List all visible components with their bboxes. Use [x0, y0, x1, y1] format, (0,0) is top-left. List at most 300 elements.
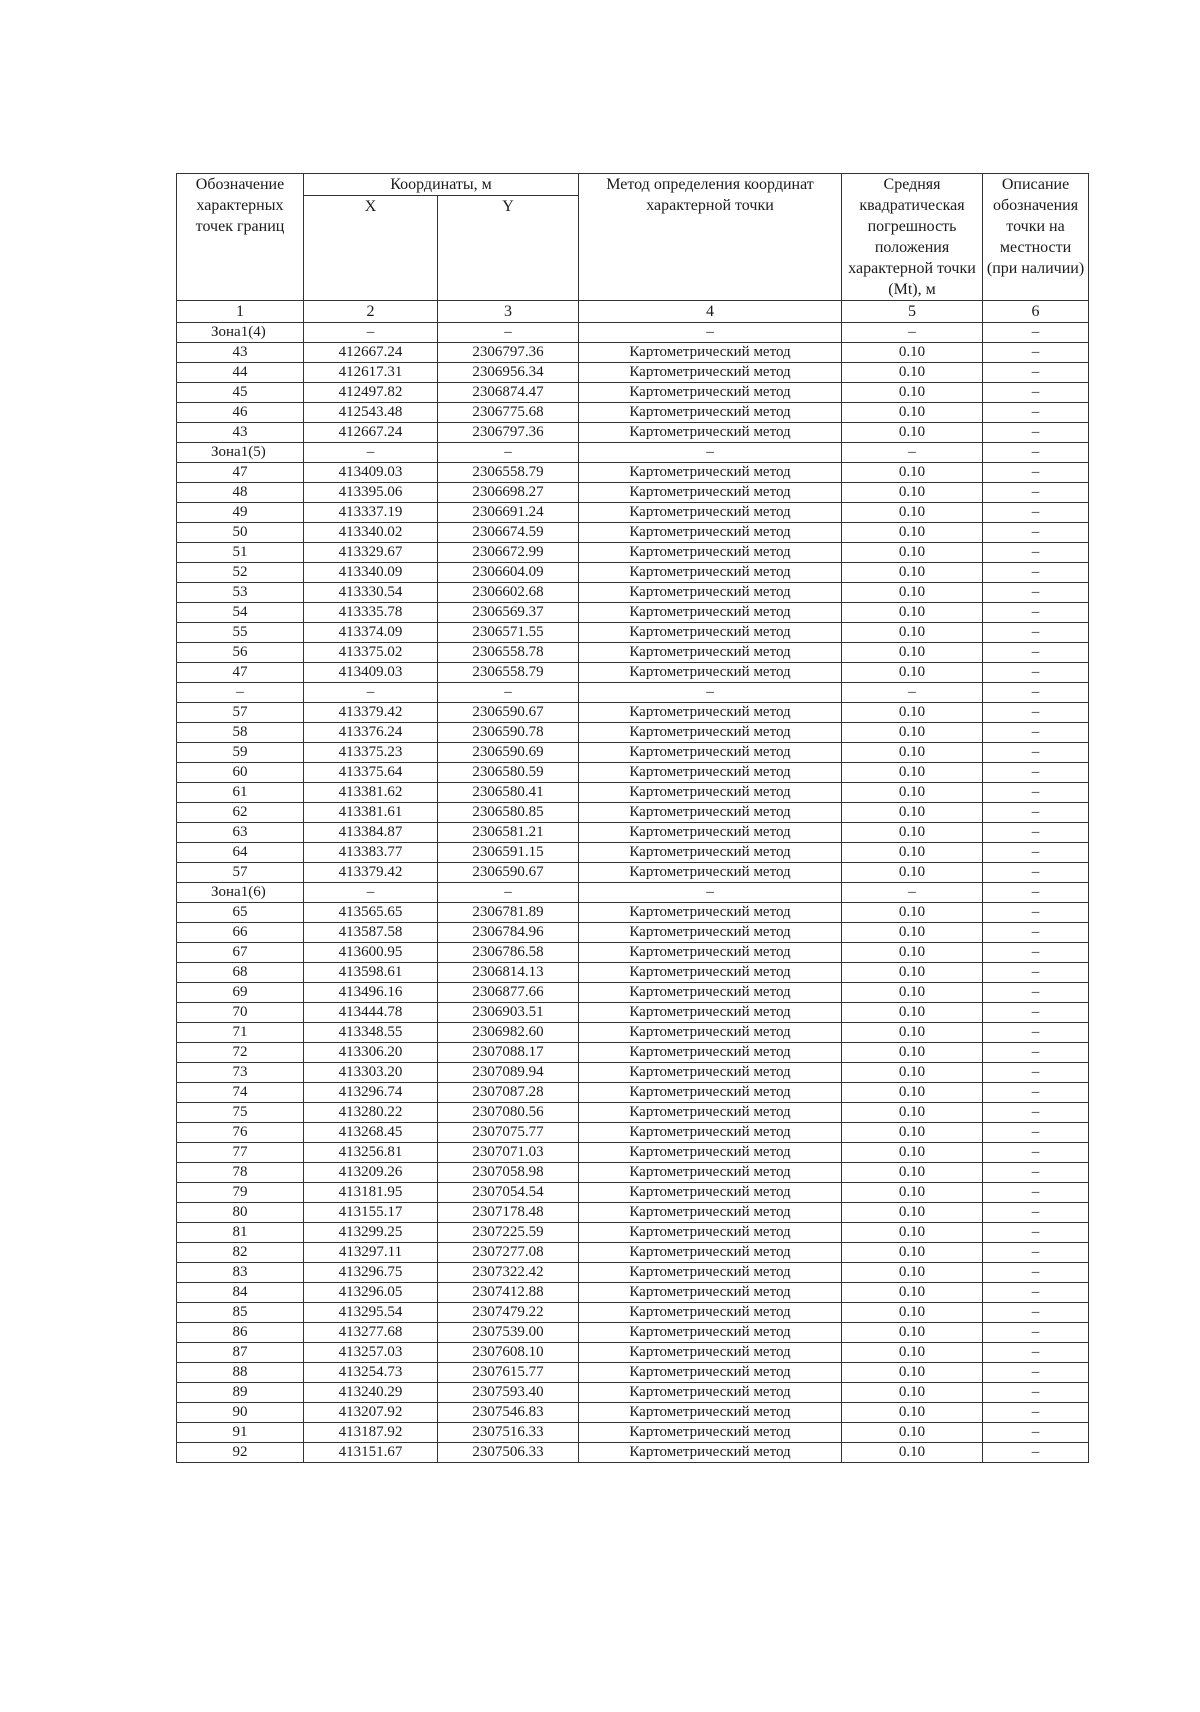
x-cell: 413155.17 — [304, 1203, 438, 1223]
x-cell: 413384.87 — [304, 823, 438, 843]
point-id-cell: 79 — [177, 1183, 304, 1203]
point-id-cell: 92 — [177, 1443, 304, 1463]
table-row — [177, 1063, 1089, 1083]
point-id-cell: 68 — [177, 963, 304, 983]
error-cell: 0.10 — [842, 743, 983, 763]
error-cell: 0.10 — [842, 583, 983, 603]
table-row — [177, 1083, 1089, 1103]
x-cell: 413280.22 — [304, 1103, 438, 1123]
x-cell: 413600.95 — [304, 943, 438, 963]
x-cell: 413268.45 — [304, 1123, 438, 1143]
error-cell: 0.10 — [842, 1183, 983, 1203]
point-id-cell: 50 — [177, 523, 304, 543]
point-id-cell: 90 — [177, 1403, 304, 1423]
table-body — [177, 301, 1089, 1463]
description-cell: – — [983, 403, 1089, 423]
method-cell: Картометрический метод — [579, 863, 842, 883]
point-id-cell: 85 — [177, 1303, 304, 1323]
point-id-cell: 72 — [177, 1043, 304, 1063]
point-id-cell: 83 — [177, 1263, 304, 1283]
description-cell: – — [983, 1063, 1089, 1083]
header-coordinates: Координаты, м — [304, 174, 579, 196]
x-cell: 413254.73 — [304, 1363, 438, 1383]
description-cell: – — [983, 643, 1089, 663]
error-cell: 0.10 — [842, 1343, 983, 1363]
table-row — [177, 1383, 1089, 1403]
error-cell: 0.10 — [842, 1283, 983, 1303]
point-id-cell: 66 — [177, 923, 304, 943]
x-cell: 413296.05 — [304, 1283, 438, 1303]
description-cell: – — [983, 343, 1089, 363]
method-cell: – — [579, 683, 842, 703]
x-cell: 413151.67 — [304, 1443, 438, 1463]
table-row — [177, 723, 1089, 743]
y-cell: 2306558.79 — [438, 463, 579, 483]
error-cell: 0.10 — [842, 1083, 983, 1103]
table-row — [177, 383, 1089, 403]
x-cell: 413209.26 — [304, 1163, 438, 1183]
y-cell: 2306591.15 — [438, 843, 579, 863]
method-cell: Картометрический метод — [579, 1183, 842, 1203]
table-row — [177, 803, 1089, 823]
method-cell: Картометрический метод — [579, 703, 842, 723]
description-cell: – — [983, 963, 1089, 983]
table-row — [177, 923, 1089, 943]
description-cell: – — [983, 383, 1089, 403]
description-cell: – — [983, 443, 1089, 463]
table-row — [177, 483, 1089, 503]
table-row — [177, 1263, 1089, 1283]
method-cell: Картометрический метод — [579, 1123, 842, 1143]
method-cell: Картометрический метод — [579, 363, 842, 383]
method-cell: Картометрический метод — [579, 743, 842, 763]
description-cell: – — [983, 1183, 1089, 1203]
description-cell: – — [983, 623, 1089, 643]
method-cell: Картометрический метод — [579, 1223, 842, 1243]
table-row — [177, 1343, 1089, 1363]
x-cell: 413295.54 — [304, 1303, 438, 1323]
y-cell: – — [438, 883, 579, 903]
error-cell: 0.10 — [842, 783, 983, 803]
y-cell: 2307058.98 — [438, 1163, 579, 1183]
error-cell: 0.10 — [842, 563, 983, 583]
header-description: Описание обозначения точки на местности (при наличии) — [983, 174, 1089, 301]
y-cell: 2306814.13 — [438, 963, 579, 983]
x-cell: 413187.92 — [304, 1423, 438, 1443]
method-cell: Картометрический метод — [579, 543, 842, 563]
point-id-cell: 49 — [177, 503, 304, 523]
method-cell: Картометрический метод — [579, 463, 842, 483]
point-id-cell: 47 — [177, 463, 304, 483]
y-cell: 2306590.67 — [438, 703, 579, 723]
description-cell: – — [983, 423, 1089, 443]
description-cell: – — [983, 783, 1089, 803]
description-cell: – — [983, 1103, 1089, 1123]
method-cell: Картометрический метод — [579, 343, 842, 363]
point-id-cell: 57 — [177, 863, 304, 883]
point-id-cell: 56 — [177, 643, 304, 663]
method-cell: Картометрический метод — [579, 1383, 842, 1403]
y-cell: 2307277.08 — [438, 1243, 579, 1263]
error-cell: 0.10 — [842, 963, 983, 983]
y-cell: 2306581.21 — [438, 823, 579, 843]
x-cell: 412497.82 — [304, 383, 438, 403]
method-cell: Картометрический метод — [579, 1163, 842, 1183]
table-row — [177, 1143, 1089, 1163]
x-cell: 413306.20 — [304, 1043, 438, 1063]
table-row — [177, 1403, 1089, 1423]
error-cell: 0.10 — [842, 1383, 983, 1403]
method-cell: Картометрический метод — [579, 503, 842, 523]
table-row — [177, 683, 1089, 703]
y-cell: 2307608.10 — [438, 1343, 579, 1363]
table-row — [177, 1303, 1089, 1323]
x-cell: 413240.29 — [304, 1383, 438, 1403]
x-cell: 412617.31 — [304, 363, 438, 383]
error-cell: 0.10 — [842, 723, 983, 743]
point-id-cell: 48 — [177, 483, 304, 503]
point-id-cell: 86 — [177, 1323, 304, 1343]
description-cell: – — [983, 863, 1089, 883]
table-row — [177, 443, 1089, 463]
error-cell: 0.10 — [842, 423, 983, 443]
description-cell: – — [983, 983, 1089, 1003]
y-cell: 2306781.89 — [438, 903, 579, 923]
method-cell: Картометрический метод — [579, 483, 842, 503]
point-id-cell: 43 — [177, 423, 304, 443]
y-cell: 2306786.58 — [438, 943, 579, 963]
header-mean-error: Средняя квадратическая погрешность положения характерной точки (Mt), м — [842, 174, 983, 301]
error-cell: 0.10 — [842, 903, 983, 923]
x-cell: – — [304, 683, 438, 703]
description-cell: – — [983, 323, 1089, 343]
description-cell: – — [983, 1263, 1089, 1283]
error-cell: 0.10 — [842, 543, 983, 563]
table-row — [177, 543, 1089, 563]
point-id-cell: 63 — [177, 823, 304, 843]
x-cell: 413337.19 — [304, 503, 438, 523]
method-cell: Картометрический метод — [579, 1303, 842, 1323]
method-cell: Картометрический метод — [579, 1283, 842, 1303]
y-cell: 2306569.37 — [438, 603, 579, 623]
method-cell: – — [579, 443, 842, 463]
y-cell: 2307516.33 — [438, 1423, 579, 1443]
table-row — [177, 1003, 1089, 1023]
description-cell: – — [983, 1223, 1089, 1243]
error-cell: 0.10 — [842, 1423, 983, 1443]
method-cell: Картометрический метод — [579, 1343, 842, 1363]
error-cell: 0.10 — [842, 1123, 983, 1143]
point-id-cell: 87 — [177, 1343, 304, 1363]
error-cell: 0.10 — [842, 463, 983, 483]
error-cell: 0.10 — [842, 483, 983, 503]
y-cell: 2306877.66 — [438, 983, 579, 1003]
description-cell: – — [983, 823, 1089, 843]
point-id-cell: 61 — [177, 783, 304, 803]
method-cell: Картометрический метод — [579, 603, 842, 623]
method-cell: Картометрический метод — [579, 783, 842, 803]
column-number: 6 — [983, 301, 1089, 323]
error-cell: 0.10 — [842, 1403, 983, 1423]
table-row — [177, 1243, 1089, 1263]
x-cell: 413335.78 — [304, 603, 438, 623]
column-number: 5 — [842, 301, 983, 323]
x-cell: 413374.09 — [304, 623, 438, 643]
table-row — [177, 583, 1089, 603]
x-cell: 413598.61 — [304, 963, 438, 983]
y-cell: 2306558.78 — [438, 643, 579, 663]
method-cell: Картометрический метод — [579, 963, 842, 983]
header-method: Метод определения координат характерной точки — [579, 174, 842, 301]
method-cell: Картометрический метод — [579, 423, 842, 443]
description-cell: – — [983, 1323, 1089, 1343]
point-id-cell: 81 — [177, 1223, 304, 1243]
table-row — [177, 363, 1089, 383]
description-cell: – — [983, 1383, 1089, 1403]
error-cell: 0.10 — [842, 923, 983, 943]
error-cell: 0.10 — [842, 1263, 983, 1283]
y-cell: 2307087.28 — [438, 1083, 579, 1103]
method-cell: Картометрический метод — [579, 1323, 842, 1343]
x-cell: – — [304, 323, 438, 343]
error-cell: 0.10 — [842, 863, 983, 883]
description-cell: – — [983, 483, 1089, 503]
table-row — [177, 663, 1089, 683]
x-cell: 413587.58 — [304, 923, 438, 943]
y-cell: 2307088.17 — [438, 1043, 579, 1063]
error-cell: 0.10 — [842, 1023, 983, 1043]
error-cell: 0.10 — [842, 403, 983, 423]
x-cell: 413375.02 — [304, 643, 438, 663]
x-cell: 413299.25 — [304, 1223, 438, 1243]
table-row — [177, 1183, 1089, 1203]
error-cell: 0.10 — [842, 643, 983, 663]
description-cell: – — [983, 1243, 1089, 1263]
table-row — [177, 1283, 1089, 1303]
description-cell: – — [983, 943, 1089, 963]
y-cell: 2306672.99 — [438, 543, 579, 563]
table-row — [177, 343, 1089, 363]
table-row — [177, 943, 1089, 963]
y-cell: 2306775.68 — [438, 403, 579, 423]
table-row — [177, 623, 1089, 643]
x-cell: 413303.20 — [304, 1063, 438, 1083]
description-cell: – — [983, 1423, 1089, 1443]
point-id-cell: 57 — [177, 703, 304, 723]
x-cell: 413340.09 — [304, 563, 438, 583]
description-cell: – — [983, 803, 1089, 823]
table-row — [177, 1023, 1089, 1043]
error-cell: 0.10 — [842, 1143, 983, 1163]
error-cell: 0.10 — [842, 1063, 983, 1083]
point-id-cell: 59 — [177, 743, 304, 763]
table-row — [177, 1103, 1089, 1123]
x-cell: 413496.16 — [304, 983, 438, 1003]
point-id-cell: 80 — [177, 1203, 304, 1223]
y-cell: 2306784.96 — [438, 923, 579, 943]
table-row — [177, 1443, 1089, 1463]
error-cell: 0.10 — [842, 603, 983, 623]
y-cell: – — [438, 683, 579, 703]
x-cell: 412543.48 — [304, 403, 438, 423]
description-cell: – — [983, 1203, 1089, 1223]
x-cell: 413277.68 — [304, 1323, 438, 1343]
method-cell: Картометрический метод — [579, 1083, 842, 1103]
method-cell: Картометрический метод — [579, 523, 842, 543]
x-cell: 413330.54 — [304, 583, 438, 603]
method-cell: Картометрический метод — [579, 1103, 842, 1123]
header-point-designation: Обозначение характерных точек границ — [177, 174, 304, 301]
y-cell: 2306797.36 — [438, 343, 579, 363]
point-id-cell: 77 — [177, 1143, 304, 1163]
method-cell: Картометрический метод — [579, 923, 842, 943]
y-cell: 2306691.24 — [438, 503, 579, 523]
method-cell: Картометрический метод — [579, 383, 842, 403]
description-cell: – — [983, 1363, 1089, 1383]
description-cell: – — [983, 663, 1089, 683]
description-cell: – — [983, 883, 1089, 903]
y-cell: 2307080.56 — [438, 1103, 579, 1123]
error-cell: 0.10 — [842, 823, 983, 843]
description-cell: – — [983, 503, 1089, 523]
description-cell: – — [983, 843, 1089, 863]
header-y: Y — [438, 196, 579, 301]
error-cell: 0.10 — [842, 983, 983, 1003]
y-cell: 2307615.77 — [438, 1363, 579, 1383]
y-cell: 2307412.88 — [438, 1283, 579, 1303]
method-cell: Картометрический метод — [579, 723, 842, 743]
x-cell: 412667.24 — [304, 423, 438, 443]
method-cell: Картометрический метод — [579, 1063, 842, 1083]
y-cell: 2306604.09 — [438, 563, 579, 583]
method-cell: Картометрический метод — [579, 403, 842, 423]
description-cell: – — [983, 1163, 1089, 1183]
method-cell: Картометрический метод — [579, 663, 842, 683]
description-cell: – — [983, 763, 1089, 783]
table-row — [177, 903, 1089, 923]
x-cell: 413348.55 — [304, 1023, 438, 1043]
method-cell: Картометрический метод — [579, 1143, 842, 1163]
method-cell: Картометрический метод — [579, 823, 842, 843]
point-id-cell: 65 — [177, 903, 304, 923]
y-cell: 2307546.83 — [438, 1403, 579, 1423]
point-id-cell: 71 — [177, 1023, 304, 1043]
error-cell: 0.10 — [842, 383, 983, 403]
x-cell: 413379.42 — [304, 703, 438, 723]
y-cell: 2306590.78 — [438, 723, 579, 743]
column-number: 4 — [579, 301, 842, 323]
method-cell: Картометрический метод — [579, 1023, 842, 1043]
method-cell: Картометрический метод — [579, 1243, 842, 1263]
method-cell: Картометрический метод — [579, 1443, 842, 1463]
y-cell: – — [438, 323, 579, 343]
point-id-cell: 64 — [177, 843, 304, 863]
table-row — [177, 503, 1089, 523]
table-row — [177, 883, 1089, 903]
point-id-cell: 82 — [177, 1243, 304, 1263]
description-cell: – — [983, 563, 1089, 583]
method-cell: Картометрический метод — [579, 623, 842, 643]
x-cell: 413296.75 — [304, 1263, 438, 1283]
method-cell: – — [579, 323, 842, 343]
x-cell: 413340.02 — [304, 523, 438, 543]
y-cell: 2306797.36 — [438, 423, 579, 443]
error-cell: 0.10 — [842, 1003, 983, 1023]
column-number: 1 — [177, 301, 304, 323]
table-row — [177, 463, 1089, 483]
y-cell: 2306602.68 — [438, 583, 579, 603]
description-cell: – — [983, 523, 1089, 543]
table-row — [177, 1043, 1089, 1063]
method-cell: Картометрический метод — [579, 1043, 842, 1063]
point-id-cell: 44 — [177, 363, 304, 383]
point-id-cell: 76 — [177, 1123, 304, 1143]
method-cell: Картометрический метод — [579, 983, 842, 1003]
description-cell: – — [983, 1123, 1089, 1143]
description-cell: – — [983, 923, 1089, 943]
y-cell: 2306982.60 — [438, 1023, 579, 1043]
y-cell: 2307593.40 — [438, 1383, 579, 1403]
table-row — [177, 1363, 1089, 1383]
error-cell: 0.10 — [842, 943, 983, 963]
description-cell: – — [983, 1343, 1089, 1363]
point-id-cell: 60 — [177, 763, 304, 783]
point-id-cell: 84 — [177, 1283, 304, 1303]
y-cell: 2307322.42 — [438, 1263, 579, 1283]
description-cell: – — [983, 1023, 1089, 1043]
table-row — [177, 743, 1089, 763]
point-id-cell: Зона1(6) — [177, 883, 304, 903]
description-cell: – — [983, 1403, 1089, 1423]
description-cell: – — [983, 743, 1089, 763]
table-row — [177, 1203, 1089, 1223]
y-cell: 2306590.67 — [438, 863, 579, 883]
error-cell: – — [842, 443, 983, 463]
method-cell: Картометрический метод — [579, 943, 842, 963]
point-id-cell: 78 — [177, 1163, 304, 1183]
table-row — [177, 763, 1089, 783]
error-cell: 0.10 — [842, 1223, 983, 1243]
column-number: 2 — [304, 301, 438, 323]
x-cell: 413383.77 — [304, 843, 438, 863]
point-id-cell: 46 — [177, 403, 304, 423]
table-row — [177, 563, 1089, 583]
y-cell: 2307178.48 — [438, 1203, 579, 1223]
table-row — [177, 1223, 1089, 1243]
table-row — [177, 703, 1089, 723]
x-cell: 413257.03 — [304, 1343, 438, 1363]
description-cell: – — [983, 1083, 1089, 1103]
y-cell: 2306580.41 — [438, 783, 579, 803]
error-cell: 0.10 — [842, 1243, 983, 1263]
error-cell: 0.10 — [842, 623, 983, 643]
table-row — [177, 823, 1089, 843]
x-cell: 413375.23 — [304, 743, 438, 763]
description-cell: – — [983, 1443, 1089, 1463]
method-cell: Картометрический метод — [579, 1203, 842, 1223]
error-cell: 0.10 — [842, 803, 983, 823]
description-cell: – — [983, 603, 1089, 623]
description-cell: – — [983, 683, 1089, 703]
point-id-cell: 43 — [177, 343, 304, 363]
description-cell: – — [983, 903, 1089, 923]
table-row — [177, 963, 1089, 983]
point-id-cell: 73 — [177, 1063, 304, 1083]
y-cell: 2307225.59 — [438, 1223, 579, 1243]
x-cell: 413409.03 — [304, 463, 438, 483]
y-cell: 2307071.03 — [438, 1143, 579, 1163]
description-cell: – — [983, 1043, 1089, 1063]
